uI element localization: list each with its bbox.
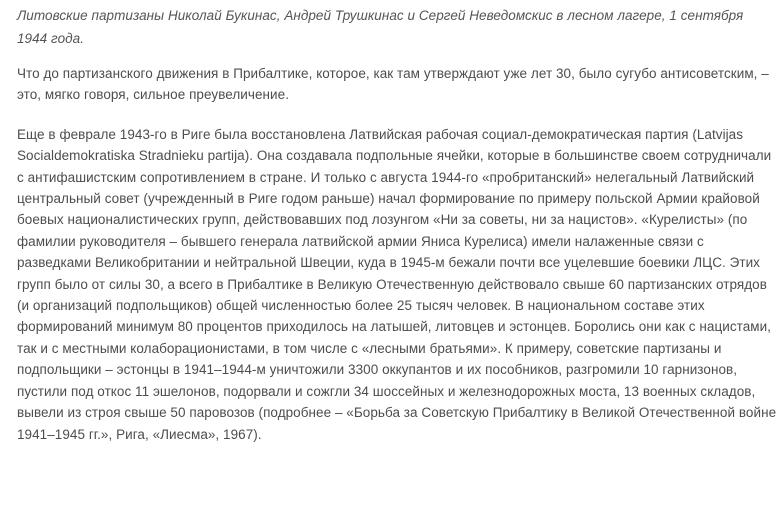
article-paragraph-2: Еще в феврале 1943-го в Риге была восстановлена Латвийская рабочая социал-демократическая партия (Latvijas Socialdemokratiska Stradnieku partija). Она создавала подпольные ячейки, которые в большинстве своем сотрудничали с антифашистским сопротивлением в стране. И только с августа 1944-го «пробританский» нелегальный Латвийский центральный совет (учрежденный в Риге годом раньше) начал формирование по примеру польской Армии крайовой боевых националистических групп, действовавших под лозунгом «Ни за советы, ни за нацистов». «Курелисты» (по фамилии руководителя – бывшего генерала латвийской армии Яниса Курелиса) имели налаженные связи с разведками Великобритании и нейтральной Швеции, куда в 1945-м бежали почти все уцелевшие боевики ЛЦС. Этих групп было от силы 30, а всего в Прибалтике в Великую Отечественную действовало свыше 60 партизанских отрядов (и организаций подпольщиков) общей численностью более 25 тысяч человек. В национальном составе этих формирований минимум 80 процентов приходилось на латышей, литовцев и эстонцев. Боролись они как с нацистами, так и с местными колаборационистами, в том числе с «лесными братьями». К примеру, советские партизаны и подпольщики – эстонцы в 1941–1944-м уничтожили 3300 оккупантов и их пособников, разгромили 10 гарнизонов, пустили под откос 11 эшелонов, подорвали и сожгли 34 шоссейных и железнодорожных моста, 13 военных складов, вывели из строя свыше 50 паровозов (подробнее – «Борьба за Советскую Прибалтику в Великой Отечественной войне 1941–1945 гг.», Рига, «Лиесма», 1967). <box>17 126 777 442</box>
photo-caption: Литовские партизаны Николай Букинас, Андрей Трушкинас и Сергей Неведомскис в лесном лагере, 1 сентября 1944 года. <box>17 8 744 46</box>
article-paragraph-1: Что до партизанского движения в Прибалтике, которое, как там утверждают уже лет 30, было сугубо антисоветским, – это, мягко говоря, сильное преувеличение. <box>17 66 769 103</box>
article-body <box>17 4 777 445</box>
